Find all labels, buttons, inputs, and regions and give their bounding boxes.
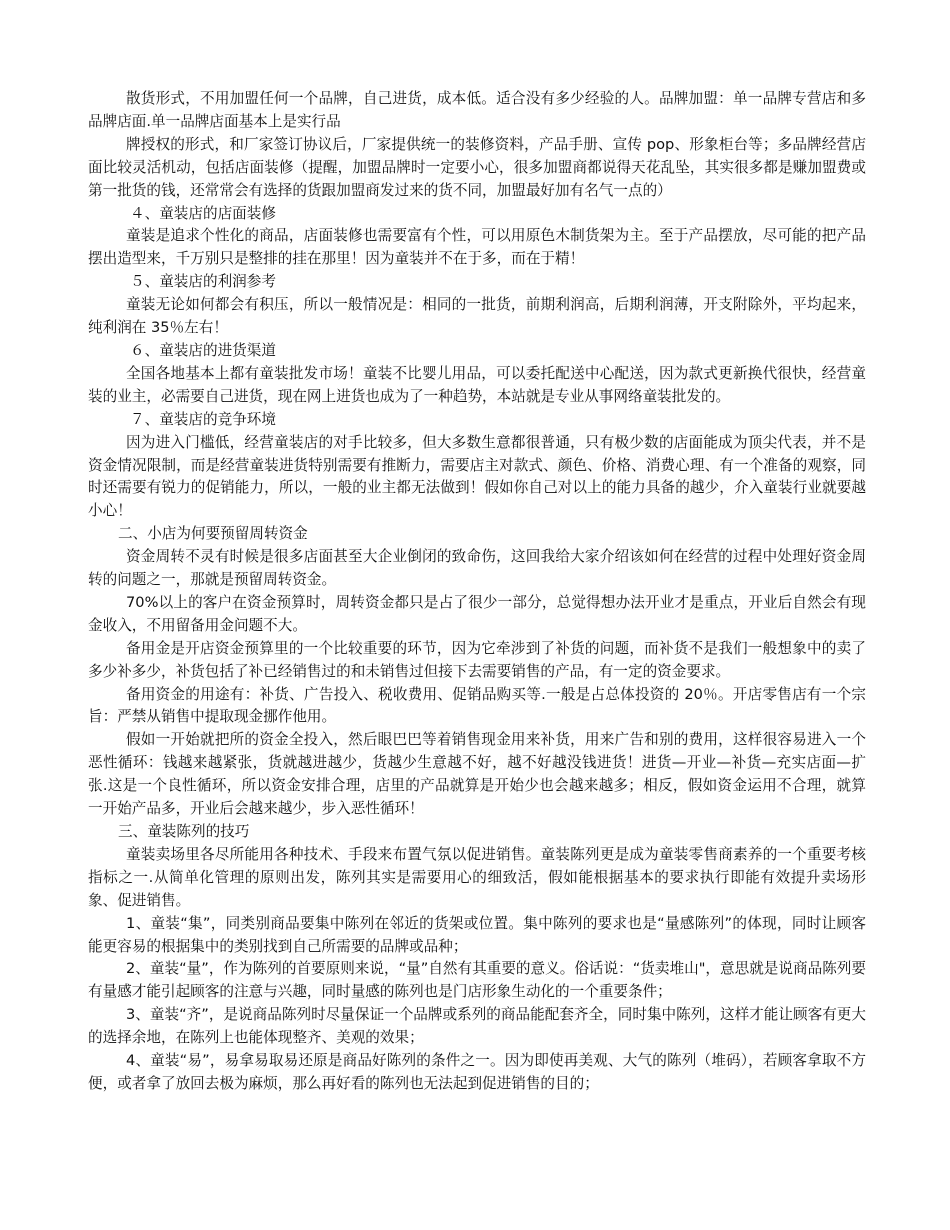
paragraph-franchise-authorization: 牌授权的形式，和厂家签订协议后，厂家提供统一的装修资料，产品手册、宣传 pop、形象柜台等；多品牌经营店面比较灵活机动，包括店面装修（提醒，加盟品牌时一定要小心，很多加盟商都说得天花乱坠，其实很多都是赚加盟费或第一批货的钱，还常常会有选择的货跟加盟商发过来的货不同，加盟最好加有名气一点的）: [88, 135, 866, 199]
section-heading-decoration: ４、童装店的店面装修: [130, 204, 276, 222]
paragraph-display-intro: 童装卖场里各尽所能用各种技术、手段来布置气氛以促进销售。童装陈列更是成为童装零售商素养的一个重要考核指标之一.从简单化管理的原则出发，陈列其实是需要用心的细致活，假如能根据基本的要求执行即能有效提升卖场形象、促进销售。: [88, 845, 866, 909]
paragraph-display-quantity: 2、童装“量”，作为陈列的首要原则来说，“量”自然有其重要的意义。俗话说：“货卖堆山"，意思就是说商品陈列要有量感才能引起顾客的注意与兴趣，同时量感的陈列也是门店形象生动化的一个重要条件；: [88, 960, 866, 1001]
chapter-heading-working-capital: 二、小店为何要预留周转资金: [118, 525, 308, 543]
document-body: [88, 88, 866, 1096]
paragraph-decoration: 童装是追求个性化的商品，店面装修也需要富有个性，可以用原色木制货架为主。至于产品摆放，尽可能的把产品摆出造型来，千万别只是整排的挂在那里！因为童装并不在于多，而在于精！: [88, 227, 866, 268]
paragraph-display-easy: 4、童装“易”，易拿易取易还原是商品好陈列的条件之一。因为即使再美观、大气的陈列（堆码），若顾客拿取不方便，或者拿了放回去极为麻烦，那么再好看的陈列也无法起到促进销售的目的；: [88, 1052, 866, 1092]
paragraph-capital-customers: 70%以上的客户在资金预算时，周转资金都只是占了很少一部分，总觉得想办法开业才是重点，开业后自然会有现金收入，不用留备用金问题不大。: [88, 593, 866, 634]
paragraph-reserve-fund: 备用金是开店资金预算里的一个比较重要的环节，因为它牵涉到了补货的问题，而补货不是我们一般想象中的卖了多少补多少，补货包括了补已经销售过的和未销售过但接下去需要销售的产品，有一定的资金要求。: [88, 639, 866, 680]
paragraph-capital-intro: 资金周转不灵有时候是很多店面甚至大企业倒闭的致命伤，这回我给大家介绍该如何在经营的过程中处理好资金周转的问题之一，那就是预留周转资金。: [88, 548, 866, 589]
paragraph-display-concentrate: 1、童装“集”，同类别商品要集中陈列在邻近的货架或位置。集中陈列的要求也是“量感陈列”的体现，同时让顾客能更容易的根据集中的类别找到自己所需要的品牌或品种；: [88, 914, 866, 955]
section-heading-competition: ７、童装店的竞争环境: [130, 410, 276, 428]
paragraph-vicious-cycle: 假如一开始就把所的资金全投入，然后眼巴巴等着销售现金用来补货，用来广告和别的费用，这样很容易进入一个恶性循环：钱越来越紧张，货就越进越少，货越少生意越不好，越不好越没钱进货！进货—开业—补货—充实店面—扩张.这是一个良性循环，所以资金安排合理，店里的产品就算是开始少也会越来越多；相反，假如资金运用不合理，就算一开始产品多，开业后会越来越少，步入恶性循环！: [88, 731, 866, 818]
paragraph-profit: 童装无论如何都会有积压，所以一般情况是：相同的一批货，前期利润高，后期利润薄，开支附除外，平均起来，纯利润在 35％左右！: [88, 296, 866, 337]
section-heading-profit: ５、童装店的利润参考: [130, 273, 276, 291]
paragraph-franchise-intro: 散货形式，不用加盟任何一个品牌，自己进货，成本低。适合没有多少经验的人。品牌加盟：单一品牌专营店和多品牌店面.单一品牌店面基本上是实行品: [88, 90, 866, 130]
paragraph-display-complete: 3、童装“齐”，是说商品陈列时尽量保证一个品牌或系列的商品能配套齐全，同时集中陈列，这样才能让顾客有更大的选择余地，在陈列上也能体现整齐、美观的效果；: [88, 1006, 866, 1047]
section-heading-supply-channel: ６、童装店的进货渠道: [130, 341, 276, 359]
paragraph-competition: 因为进入门槛低，经营童装店的对手比较多，但大多数生意都很普通，只有极少数的店面能成为顶尖代表，并不是资金情况限制，而是经营童装进货特别需要有推断力，需要店主对款式、颜色、价格、消费心理、有一个准备的观察，同时还需要有锐力的促销能力，所以，一般的业主都无法做到！假如你自己对以上的能力具备的越少，介入童装行业就要越小心！: [88, 433, 866, 520]
paragraph-reserve-usage: 备用资金的用途有：补货、广告投入、税收费用、促销品购买等.一般是占总体投资的 20％。开店零售店有一个宗旨：严禁从销售中提取现金挪作他用。: [88, 685, 866, 726]
paragraph-supply-channel: 全国各地基本上都有童装批发市场！童装不比婴儿用品，可以委托配送中心配送，因为款式更新换代很快，经营童装的业主，必需要自己进货，现在网上进货也成为了一种趋势，本站就是专业从事网络童装批发的。: [88, 364, 866, 405]
chapter-heading-display-tips: 三、童装陈列的技巧: [118, 823, 250, 840]
